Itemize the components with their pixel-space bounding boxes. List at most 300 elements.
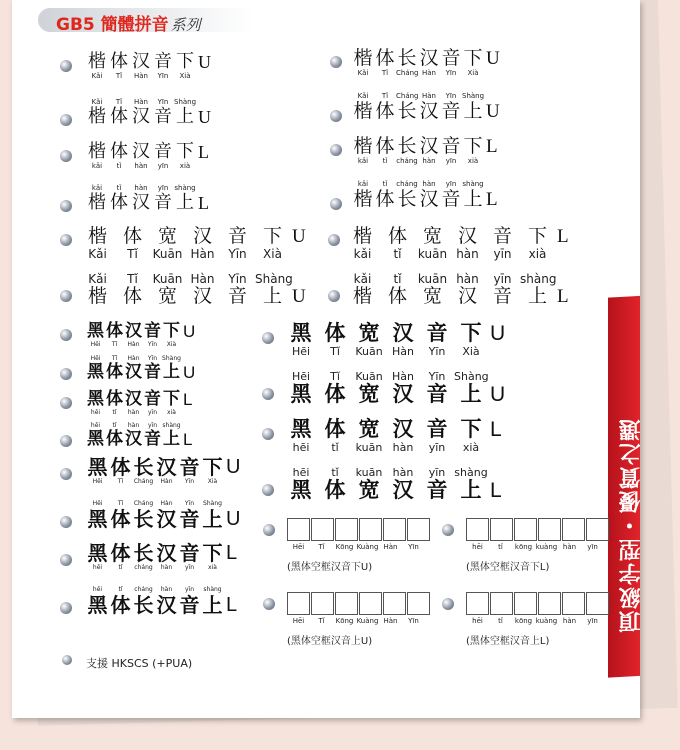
pinyin-label: xià	[208, 564, 217, 571]
bullet-icon	[262, 484, 274, 496]
sample-char: 体	[375, 135, 395, 157]
pinyin-label: Shàng	[454, 370, 489, 383]
empty-box-glyph	[335, 592, 358, 615]
sample-char: 汉	[192, 285, 212, 307]
bullet-icon	[330, 144, 342, 156]
font-sample	[86, 422, 192, 449]
pinyin-label: shàng	[520, 272, 557, 286]
pinyin-label: Hēi	[90, 355, 101, 362]
pinyin-label: Cháng	[133, 478, 154, 485]
sample-char: 黑	[290, 382, 312, 406]
pinyin-label: Hàn	[383, 617, 398, 625]
pinyin-label: shàng	[462, 180, 484, 188]
sample-char: 体	[324, 382, 346, 406]
pinyin-label: cháng	[134, 564, 153, 571]
pinyin-label: Hàn	[422, 92, 436, 100]
pinyin-label: kuān	[355, 466, 383, 479]
pinyin-label: kuān	[355, 441, 383, 454]
footer-bullet-icon	[62, 655, 72, 665]
font-sample	[86, 456, 240, 486]
pinyin-label: Kǎi	[88, 272, 107, 286]
case-suffix: L	[226, 594, 238, 616]
pinyin-label: hàn	[456, 247, 479, 261]
sample-char: 黑	[87, 389, 104, 409]
sample-char: 音	[179, 507, 200, 531]
sample-char: 汉	[132, 192, 150, 213]
pinyin-label: Kuān	[152, 247, 183, 261]
sample-char: 黑	[87, 593, 108, 617]
empty-box-glyph	[562, 592, 585, 615]
bullet-icon	[262, 388, 274, 400]
sample-char: 楷	[353, 100, 373, 122]
pinyin-label: Kuān	[355, 345, 383, 358]
sample-char: 上	[202, 593, 223, 617]
sample-char: 下	[202, 541, 223, 565]
font-sample	[86, 184, 209, 213]
bullet-icon	[262, 428, 274, 440]
pinyin-label: kuàng	[535, 543, 558, 551]
pinyin-label: Tǐ	[330, 370, 340, 383]
pinyin-label: Xià	[207, 478, 218, 485]
font-sample	[352, 180, 498, 210]
bullet-icon	[442, 524, 454, 536]
sample-char: 体	[324, 417, 346, 441]
pinyin-label: tǐ	[118, 564, 123, 571]
sample-char: 汉	[419, 100, 439, 122]
bullet-icon	[60, 234, 72, 246]
font-sample	[86, 98, 211, 127]
sample-char: 音	[154, 192, 172, 213]
empty-box-frame-row	[466, 518, 610, 541]
empty-box-glyph	[287, 518, 310, 541]
pinyin-label: hàn	[127, 409, 140, 416]
pinyin-label: hàn	[562, 617, 577, 625]
pinyin-label: Yīn	[428, 370, 446, 383]
empty-box-glyph	[466, 592, 489, 615]
font-sample	[86, 390, 192, 417]
pinyin-label: Hēi	[291, 370, 311, 383]
pinyin-label: hàn	[422, 157, 436, 165]
sample-char: 宽	[422, 285, 442, 307]
sample-char: 楷	[88, 141, 106, 162]
sample-char: 汉	[156, 593, 177, 617]
sample-char: 汉	[125, 389, 142, 409]
empty-box-glyph	[383, 518, 406, 541]
pinyin-label: yīn	[184, 564, 195, 571]
sample-char: 上	[176, 106, 194, 127]
pinyin-label: Yīn	[157, 98, 169, 106]
sample-char: 音	[144, 389, 161, 409]
sample-char: 体	[110, 192, 128, 213]
sample-char: 上	[460, 478, 482, 502]
bullet-icon	[442, 598, 454, 610]
sample-char: 体	[110, 106, 128, 127]
case-suffix: L	[490, 418, 502, 441]
pinyin-label: kǎi	[353, 272, 372, 286]
pinyin-label: Tǐ	[115, 98, 123, 106]
sample-char: 音	[179, 541, 200, 565]
pinyin-label: Yīn	[408, 617, 419, 625]
sample-char: 体	[324, 478, 346, 502]
pinyin-label: hēi	[92, 586, 103, 593]
bullet-icon	[328, 234, 340, 246]
pinyin-label: yīn	[428, 466, 446, 479]
empty-box-glyph	[383, 592, 406, 615]
sample-char: 宽	[358, 382, 380, 406]
sample-char: 音	[144, 321, 161, 341]
pinyin-label: Xià	[263, 247, 282, 261]
pinyin-label: Yīn	[184, 478, 195, 485]
pinyin-label: Yīn	[408, 543, 419, 551]
sample-char: 汉	[156, 541, 177, 565]
pinyin-label: Kuàng	[356, 617, 379, 625]
pinyin-label: kǎi	[353, 247, 372, 261]
sample-char: 音	[426, 417, 448, 441]
pinyin-label: Cháng	[396, 92, 419, 100]
pinyin-label: tǐ	[498, 543, 503, 551]
pinyin-label: xià	[467, 157, 479, 165]
pinyin-label: Hàn	[160, 500, 173, 507]
sample-char: 汉	[392, 417, 414, 441]
pinyin-label: Shàng	[203, 500, 222, 507]
pinyin-label: Yīn	[428, 345, 446, 358]
sample-char: 汉	[419, 188, 439, 210]
sample-char: 宽	[157, 285, 177, 307]
sample-char: 汉	[125, 321, 142, 341]
sample-char: 音	[441, 188, 461, 210]
pinyin-label: cháng	[396, 157, 418, 165]
empty-box-glyph	[490, 592, 513, 615]
case-suffix: L	[490, 479, 502, 502]
case-suffix: U	[490, 383, 506, 406]
sample-char: 长	[397, 135, 417, 157]
pinyin-label: yīn	[147, 409, 158, 416]
pinyin-label: hàn	[134, 184, 148, 192]
sample-char: 黑	[290, 417, 312, 441]
pinyin-label: shàng	[162, 422, 181, 429]
font-sample	[86, 322, 195, 349]
font-sample	[352, 92, 500, 122]
sample-char: 长	[397, 100, 417, 122]
sample-char: 楷	[353, 188, 373, 210]
pinyin-label: Hàn	[190, 247, 215, 261]
sample-char: 黑	[87, 362, 104, 382]
sample-char: 下	[460, 417, 482, 441]
empty-box-frame-row	[287, 592, 431, 615]
pinyin-label: hēi	[92, 564, 103, 571]
frame-pinyin-row	[287, 617, 425, 625]
font-sample	[284, 418, 502, 454]
pinyin-label: Hàn	[160, 478, 173, 485]
pinyin-label: Yīn	[228, 247, 247, 261]
pinyin-label: shàng	[174, 184, 196, 192]
pinyin-label: yīn	[587, 617, 598, 625]
sample-char: 上	[202, 507, 223, 531]
sample-char: 长	[133, 455, 154, 479]
sample-char: 汉	[419, 47, 439, 69]
font-sample	[345, 226, 569, 261]
sample-char: 黑	[87, 507, 108, 531]
font-sample	[352, 48, 500, 78]
bullet-icon	[60, 60, 72, 72]
pinyin-label: Tǐ	[318, 617, 325, 625]
sample-char: 长	[133, 507, 154, 531]
empty-box-glyph	[514, 592, 537, 615]
sample-char: 汉	[132, 141, 150, 162]
pinyin-label: yīn	[184, 586, 195, 593]
sample-char: 汉	[457, 225, 477, 247]
pinyin-label: hēi	[472, 617, 483, 625]
pinyin-label: tǐ	[112, 422, 117, 429]
sample-char: 下	[463, 135, 483, 157]
case-suffix: U	[198, 52, 211, 72]
pinyin-label: Shàng	[162, 355, 181, 362]
pinyin-label: yīn	[587, 543, 598, 551]
bullet-icon	[60, 602, 72, 614]
empty-box-glyph	[538, 592, 561, 615]
sample-char: 楷	[88, 192, 106, 213]
sample-char: 楷	[87, 285, 107, 307]
pinyin-label: kǎi	[91, 184, 103, 192]
sample-char: 体	[387, 225, 407, 247]
pinyin-label: Hàn	[134, 72, 148, 80]
pinyin-label: Hàn	[422, 69, 436, 77]
empty-box-glyph	[407, 518, 430, 541]
pinyin-label: Kuān	[152, 272, 183, 286]
sample-char: 下	[202, 455, 223, 479]
empty-box-glyph	[562, 518, 585, 541]
pinyin-label: cháng	[134, 586, 153, 593]
frame-pinyin-row	[466, 617, 604, 625]
pinyin-label: Yīn	[147, 355, 158, 362]
empty-box-glyph	[466, 518, 489, 541]
pinyin-label: Kǎi	[91, 72, 103, 80]
pinyin-label: Shàng	[255, 272, 293, 286]
pinyin-label: hàn	[160, 586, 173, 593]
pinyin-label: Yīn	[228, 272, 247, 286]
pinyin-label: Kuàng	[356, 543, 379, 551]
sample-char: 下	[460, 321, 482, 345]
sample-char: 汉	[156, 507, 177, 531]
sample-char: 体	[375, 47, 395, 69]
pinyin-label: Hàn	[127, 355, 140, 362]
bullet-icon	[60, 114, 72, 126]
empty-box-glyph	[359, 518, 382, 541]
title-brand: GB5	[56, 15, 95, 35]
pinyin-label: Tǐ	[117, 478, 124, 485]
sample-char: 汉	[392, 321, 414, 345]
case-suffix: L	[557, 226, 569, 247]
case-suffix: U	[490, 322, 506, 345]
pinyin-label: tǐ	[498, 617, 503, 625]
pinyin-label: hàn	[422, 180, 436, 188]
font-sample	[80, 272, 306, 307]
sample-char: 下	[163, 321, 180, 341]
sample-char: 长	[133, 541, 154, 565]
pinyin-label: Yīn	[184, 500, 195, 507]
sample-char: 长	[133, 593, 154, 617]
pinyin-label: Hēi	[291, 345, 311, 358]
pinyin-label: tǐ	[118, 586, 123, 593]
pinyin-label: Xià	[166, 341, 177, 348]
pinyin-label: Shàng	[174, 98, 197, 106]
sample-char: 体	[110, 141, 128, 162]
frame-pinyin-row	[287, 543, 425, 551]
pinyin-label: Kuān	[355, 370, 383, 383]
pinyin-label: xià	[167, 409, 176, 416]
bullet-icon	[328, 290, 340, 302]
case-suffix: U	[292, 226, 306, 247]
pinyin-label: tǐ	[331, 441, 339, 454]
sample-char: 音	[441, 135, 461, 157]
sample-char: 宽	[358, 417, 380, 441]
pinyin-label: kuān	[417, 272, 448, 286]
bullet-icon	[60, 397, 72, 409]
sample-char: 汉	[392, 382, 414, 406]
sample-char: 音	[441, 47, 461, 69]
sample-char: 楷	[352, 225, 372, 247]
sample-char: 上	[163, 429, 180, 449]
sample-char: 黑	[87, 429, 104, 449]
empty-box-glyph	[287, 592, 310, 615]
pinyin-label: Tǐ	[117, 500, 124, 507]
sample-char: 音	[227, 285, 247, 307]
empty-box-glyph	[514, 518, 537, 541]
sample-char: 楷	[352, 285, 372, 307]
sample-char: 上	[463, 188, 483, 210]
sample-char: 上	[463, 100, 483, 122]
case-suffix: U	[226, 456, 241, 478]
sample-char: 音	[492, 225, 512, 247]
pinyin-label: kuàng	[535, 617, 558, 625]
pinyin-label: tǐ	[382, 180, 388, 188]
sample-char: 宽	[157, 225, 177, 247]
pinyin-label: hàn	[562, 543, 577, 551]
pinyin-label: hàn	[160, 564, 173, 571]
spine-slogan: 頂級字型・優質之選	[619, 417, 644, 633]
pinyin-label: xià	[528, 247, 547, 261]
pinyin-label: Xià	[462, 345, 480, 358]
empty-box-glyph	[407, 592, 430, 615]
sample-char: 汉	[392, 478, 414, 502]
bullet-icon	[330, 56, 342, 68]
pinyin-label: Shàng	[462, 92, 485, 100]
font-sample	[352, 136, 498, 166]
pinyin-label: yīn	[147, 422, 158, 429]
sample-char: 音	[144, 362, 161, 382]
case-suffix: L	[183, 390, 193, 409]
pinyin-label: Hàn	[392, 370, 414, 383]
font-sample	[86, 500, 240, 530]
sample-char: 汉	[192, 225, 212, 247]
bullet-icon	[60, 150, 72, 162]
case-suffix: L	[226, 542, 238, 564]
sample-char: 汉	[419, 135, 439, 157]
sample-char: 音	[426, 321, 448, 345]
pinyin-label: tǐ	[382, 157, 388, 165]
sample-char: 楷	[88, 51, 106, 72]
sample-char: 上	[176, 192, 194, 213]
font-sample	[345, 272, 569, 307]
font-sample	[284, 322, 505, 358]
bullet-icon	[60, 200, 72, 212]
sample-char: 体	[106, 362, 123, 382]
pinyin-label: Yīn	[147, 341, 158, 348]
pinyin-label: Tǐ	[127, 272, 138, 286]
sample-char: 体	[375, 100, 395, 122]
sample-char: 音	[154, 106, 172, 127]
pinyin-label: yīn	[157, 162, 169, 170]
sample-char: 楷	[353, 47, 373, 69]
pinyin-label: shàng	[203, 586, 222, 593]
pinyin-label: xià	[462, 441, 480, 454]
pinyin-label: tǐ	[393, 272, 402, 286]
sample-char: 汉	[132, 51, 150, 72]
pinyin-label: Hēi	[92, 478, 103, 485]
pinyin-label: Cháng	[133, 500, 154, 507]
pinyin-label: yīn	[445, 180, 457, 188]
sample-char: 宽	[422, 225, 442, 247]
empty-box-glyph	[490, 518, 513, 541]
sample-char: 下	[527, 225, 547, 247]
sample-char: 体	[106, 389, 123, 409]
empty-box-glyph	[311, 592, 334, 615]
pinyin-label: hēi	[90, 409, 101, 416]
pinyin-label: cháng	[396, 180, 418, 188]
sample-char: 汉	[156, 455, 177, 479]
case-suffix: U	[292, 286, 306, 307]
empty-box-glyph	[586, 518, 609, 541]
sample-char: 楷	[353, 135, 373, 157]
sample-char: 宽	[358, 478, 380, 502]
pinyin-label: hàn	[392, 441, 414, 454]
empty-box-frame-row	[287, 518, 431, 541]
font-sample	[86, 52, 211, 81]
pinyin-label: hàn	[392, 466, 414, 479]
bullet-icon	[262, 332, 274, 344]
pinyin-label: Kōng	[335, 617, 354, 625]
page-title	[56, 10, 201, 35]
pinyin-label: Kǎi	[357, 92, 369, 100]
case-suffix: U	[486, 48, 500, 69]
pinyin-label: tǐ	[116, 184, 122, 192]
font-sample	[86, 355, 195, 382]
empty-box-glyph	[335, 518, 358, 541]
bullet-icon	[60, 329, 72, 341]
bullet-icon	[60, 554, 72, 566]
bullet-icon	[60, 368, 72, 380]
case-suffix: U	[486, 101, 500, 122]
sample-char: 长	[397, 188, 417, 210]
pinyin-label: Kǎi	[88, 247, 107, 261]
sample-char: 体	[324, 321, 346, 345]
sample-char: 黑	[87, 455, 108, 479]
sample-char: 体	[110, 593, 131, 617]
pinyin-label: kuān	[417, 247, 448, 261]
bullet-icon	[60, 516, 72, 528]
sample-char: 黑	[87, 321, 104, 341]
pinyin-label: Tǐ	[381, 69, 389, 77]
case-suffix: L	[183, 430, 193, 449]
sample-char: 音	[179, 455, 200, 479]
sample-char: 汉	[132, 106, 150, 127]
frame-caption: (黑体空框汉音下L)	[466, 562, 550, 573]
pinyin-label: Hàn	[127, 341, 140, 348]
sample-char: 下	[176, 51, 194, 72]
sample-char: 黑	[290, 478, 312, 502]
pinyin-label: Hàn	[134, 98, 148, 106]
case-suffix: L	[557, 286, 569, 307]
